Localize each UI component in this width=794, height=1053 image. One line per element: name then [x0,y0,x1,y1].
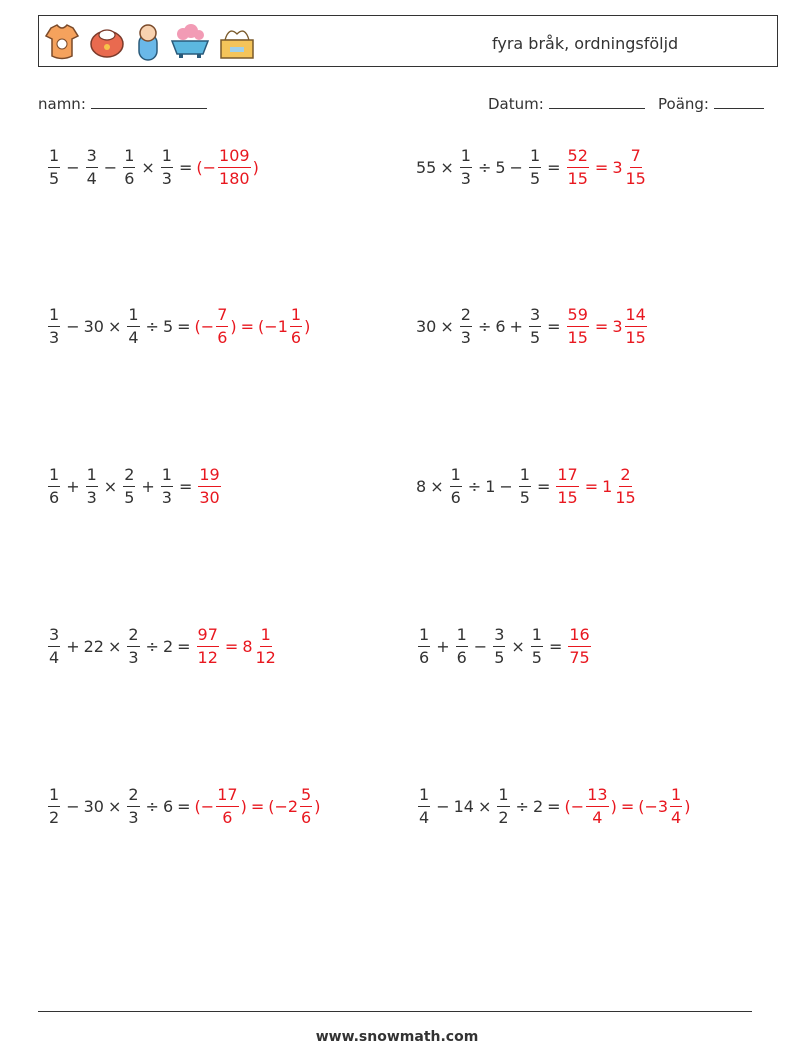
answer-fraction [216,307,228,346]
denominator: 75 [569,648,590,667]
answer-fraction [567,307,589,346]
term: 8 [416,477,427,496]
answer-fraction [567,148,589,187]
numerator: 1 [670,787,682,807]
fraction [460,148,472,187]
operator: × [440,158,454,177]
fraction [48,467,60,506]
denominator: 3 [128,808,139,827]
denominator: 15 [567,169,588,188]
operator: − [66,317,80,336]
denominator: 6 [419,648,430,667]
operator: × [103,477,118,496]
denominator: 5 [49,169,60,188]
numerator: 3 [48,627,60,647]
numerator: 1 [161,148,173,168]
operator: ÷ [145,637,159,656]
denominator: 4 [86,169,97,188]
numerator: 17 [556,467,578,487]
problem-9 [46,787,320,826]
answer-fraction [614,467,636,506]
denominator: 6 [301,808,312,827]
equals-sign: = [224,637,239,656]
answer-term: (− [194,797,215,816]
operator: × [440,317,454,336]
operator: + [141,477,155,496]
equals-sign: = [240,317,255,336]
score-field [658,94,764,113]
fraction [86,467,98,506]
problem-10 [416,787,690,826]
swaddled-baby-icon [133,22,163,62]
equals-sign: = [250,797,265,816]
denominator: 4 [671,808,682,827]
answer-fraction [197,627,219,666]
denominator: 6 [222,808,233,827]
term: 6 [495,317,506,336]
problem-5 [46,467,223,506]
operator: − [66,797,80,816]
name-label: namn: [38,95,86,113]
footer-url: www.snowmath.com [315,1029,479,1045]
numerator: 2 [127,787,139,807]
equals-sign: = [547,797,561,816]
denominator: 6 [217,328,228,347]
operator: ÷ [515,797,529,816]
term: 22 [83,637,104,656]
numerator: 7 [630,148,642,168]
denominator: 15 [625,169,646,188]
numerator: 1 [450,467,462,487]
term: 1 [485,477,496,496]
answer-fraction [568,627,590,666]
numerator: 1 [123,148,135,168]
operator: − [66,158,80,177]
fraction [123,467,135,506]
numerator: 7 [216,307,228,327]
numerator: 1 [519,467,531,487]
operator: × [107,317,122,336]
denominator: 2 [49,808,60,827]
operator: × [107,797,122,816]
denominator: 3 [460,169,471,188]
denominator: 12 [197,648,218,667]
numerator: 1 [48,307,60,327]
term: 55 [416,158,437,177]
numerator: 1 [460,148,472,168]
fraction [127,627,139,666]
fraction [418,627,430,666]
answer-fraction [625,148,647,187]
operator: − [473,637,488,656]
denominator: 4 [419,808,430,827]
equals-sign: = [548,637,563,656]
equals-sign: = [547,158,561,177]
equals-sign: = [584,477,599,496]
numerator: 1 [418,627,430,647]
fraction [493,627,505,666]
numerator: 1 [531,627,543,647]
answer-term: (−2 [268,797,299,816]
numerator: 3 [493,627,505,647]
operator: + [66,637,80,656]
equals-sign: = [594,317,609,336]
score-label: Poäng: [658,95,709,113]
fraction [127,787,139,826]
equals-sign: = [178,158,193,177]
denominator: 30 [199,488,220,507]
numerator: 109 [218,148,251,168]
answer-fraction [586,787,608,826]
operator: × [430,477,444,496]
answer-term: ) [252,158,259,177]
numerator: 13 [586,787,608,807]
numerator: 14 [625,307,647,327]
header-icons [43,20,257,64]
denominator: 2 [498,808,509,827]
answer-fraction [218,148,251,187]
fraction [48,307,60,346]
answer-term: ) [314,797,321,816]
equals-sign: = [177,637,191,656]
term: 2 [532,797,544,816]
numerator: 2 [460,307,472,327]
numerator: 1 [529,148,541,168]
denominator: 15 [615,488,636,507]
equals-sign: = [620,797,635,816]
answer-term: (− [196,158,217,177]
answer-term: (− [194,317,215,336]
numerator: 3 [86,148,98,168]
name-field [38,94,207,113]
denominator: 15 [567,328,588,347]
denominator: 6 [49,488,60,507]
numerator: 16 [568,627,590,647]
term: 14 [453,797,474,816]
numerator: 1 [161,467,173,487]
operator: + [509,317,523,336]
answer-fraction [216,787,238,826]
fraction [519,467,531,506]
problem-7 [46,627,279,666]
fraction [48,148,60,187]
operator: ÷ [145,797,159,816]
denominator: 3 [460,328,471,347]
numerator: 3 [529,307,541,327]
answer-term: ) [610,797,617,816]
worksheet-header [38,15,778,67]
numerator: 1 [127,307,139,327]
denominator: 5 [531,648,542,667]
operator: × [141,158,155,177]
numerator: 1 [497,787,509,807]
worksheet-title: fyra bråk, ordningsföljd [492,34,679,53]
fraction [450,467,462,506]
numerator: 1 [260,627,272,647]
answer-term: 3 [612,317,623,336]
answer-term: 3 [612,158,623,177]
answer-fraction [255,627,277,666]
date-blank [549,94,645,109]
baby-bib-icon [87,22,127,62]
operator: × [107,637,122,656]
fraction [161,467,173,506]
date-field [488,94,645,113]
fraction [460,307,472,346]
answer-fraction [556,467,578,506]
fraction [531,627,543,666]
answer-term: ) [230,317,237,336]
numerator: 59 [567,307,589,327]
operator: + [66,477,80,496]
operator: ÷ [467,477,482,496]
tissue-box-icon [217,22,257,62]
score-blank [714,94,764,109]
numerator: 1 [48,787,60,807]
denominator: 15 [557,488,578,507]
answer-term: (−1 [258,317,288,336]
fraction [161,148,173,187]
answer-fraction [290,307,302,346]
equals-sign: = [594,158,609,177]
answer-term: (− [564,797,585,816]
denominator: 5 [529,328,541,347]
operator: ÷ [477,317,492,336]
answer-term: (−3 [638,797,669,816]
date-label: Datum: [488,95,544,113]
operator: − [499,477,513,496]
baby-bodysuit-icon [43,22,81,62]
denominator: 12 [255,648,276,667]
numerator: 1 [418,787,430,807]
term: 30 [416,317,437,336]
term: 30 [83,317,104,336]
answer-fraction [300,787,312,826]
answer-term: 1 [602,477,613,496]
numerator: 2 [619,467,631,487]
numerator: 1 [86,467,98,487]
term: 2 [162,637,174,656]
term: 5 [162,317,174,336]
operator: × [477,797,492,816]
fraction [529,307,541,346]
answer-fraction [625,307,647,346]
operator: ÷ [145,317,159,336]
problem-6 [416,467,639,506]
numerator: 1 [48,148,60,168]
denominator: 3 [128,648,139,667]
denominator: 15 [625,328,646,347]
numerator: 1 [456,627,468,647]
baby-bathtub-icon [169,22,211,62]
fraction [86,148,98,187]
denominator: 5 [124,488,135,507]
fraction [497,787,509,826]
footer-divider [38,1011,752,1012]
denominator: 180 [219,169,250,188]
fraction [48,787,60,826]
denominator: 3 [161,488,172,507]
operator: ÷ [477,158,492,177]
problem-3 [46,307,310,346]
denominator: 4 [128,328,139,347]
denominator: 6 [450,488,461,507]
equals-sign: = [178,477,193,496]
fraction [529,148,541,187]
numerator: 1 [48,467,60,487]
operator: + [436,637,450,656]
operator: − [103,158,118,177]
numerator: 1 [290,307,302,327]
problem-4 [416,307,649,346]
denominator: 6 [290,328,302,347]
numerator: 97 [197,627,219,647]
answer-fraction [198,467,220,506]
numerator: 2 [123,467,135,487]
equals-sign: = [536,477,551,496]
operator: × [511,637,525,656]
operator: − [436,797,450,816]
fraction [127,307,139,346]
denominator: 4 [592,808,603,827]
answer-term: 8 [242,637,253,656]
name-blank [91,94,207,109]
equals-sign: = [177,317,191,336]
fraction [48,627,60,666]
denominator: 3 [49,328,60,347]
denominator: 5 [494,648,505,667]
answer-fraction [670,787,682,826]
problem-2 [416,148,649,187]
term: 6 [162,797,174,816]
problem-1 [46,148,259,187]
numerator: 2 [127,627,139,647]
denominator: 3 [86,488,97,507]
answer-term: ) [304,317,311,336]
answer-term: ) [240,797,247,816]
numerator: 19 [198,467,220,487]
fraction [123,148,135,187]
numerator: 5 [300,787,312,807]
numerator: 17 [216,787,238,807]
denominator: 6 [124,169,135,188]
fraction [456,627,468,666]
denominator: 3 [161,169,172,188]
denominator: 6 [456,648,467,667]
term: 30 [83,797,104,816]
denominator: 4 [49,648,60,667]
answer-term: ) [684,797,691,816]
operator: − [509,158,523,177]
problem-8 [416,627,593,666]
equals-sign: = [547,317,561,336]
equals-sign: = [177,797,191,816]
term: 5 [495,158,506,177]
numerator: 52 [567,148,589,168]
fraction [418,787,430,826]
denominator: 5 [519,488,530,507]
denominator: 5 [529,169,541,188]
